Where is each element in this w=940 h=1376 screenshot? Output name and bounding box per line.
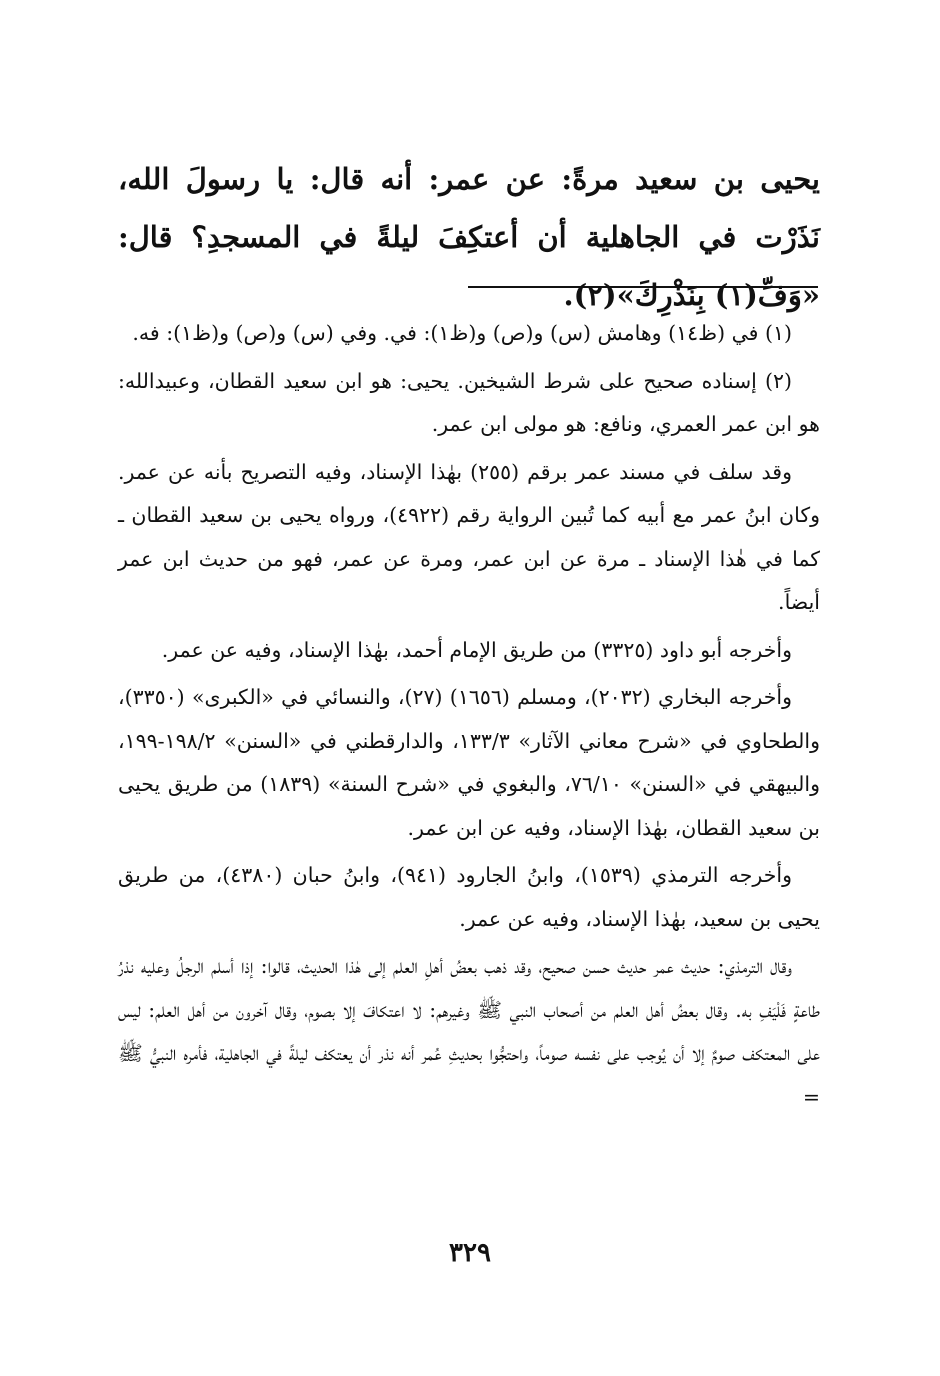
page-number: ٣٢٩ [449, 1238, 491, 1268]
footnote-2: (٢) إسناده صحيح على شرط الشيخين. يحيى: هو ابن سعيد القطان، وعبيدالله: هو ابن عمر العمري، ونافع: هو مولى ابن عمر. [118, 368, 820, 436]
footnote-1: (١) في (ظ١٤) وهامش (س) و(ص) و(ظ١): في. وفي (س) و(ص) و(ظ١): فه. [132, 321, 792, 345]
footnote-paragraph: وقد سلف في مسند عمر برقم (٢٥٥) بهٰذا الإسناد، وفيه التصريح بأنه عن عمر. وكان ابنُ عمر مع أبيه كما تُبين الرواية رقم (٤٩٢٢)، ورواه يحيى بن سعيد القطان ـ كما في هٰذا الإسناد ـ مرة عن ابن عمر، ومرة عن عمر، فهو من حديث ابن عمر أيضاً. [118, 459, 820, 614]
footnote-separator [468, 286, 818, 288]
hadith-text-block [118, 150, 820, 324]
hadith-text: يحيى بن سعيد مرةً: عن عمر: أنه قال: يا رسولَ الله، نَذَرْت في الجاهلية أن أعتكِفَ ليلةً في المسجدِ؟ قال: «وَفِّ(١) بِنَذْرِكَ»(٢). [118, 162, 820, 312]
footnote-paragraph: وقال الترمذي: حديث عمر حديث حسن صحيح، وقد ذهب بعضُ أهلِ العلم إلى هٰذا الحديث، قالوا: إذا أسلم الرجلُ وعليه نذرُ طاعةٍ فَلْيَفِ به. وقال بعضُ أهل العلم من أصحاب النبي ﷺ وغيرهم: لا اعتكافَ إلا بصوم، وقال آخرون من أهل العلم: ليس على المعتكف صومٌ إلا أن يُوجب على نفسه صوماً، واحتجُّوا بحديثِ عُمر أنه نذر أن يعتكف ليلةً في الجاهلية، فأمره النبيُّ ﷺ = [118, 954, 820, 1109]
footnotes-block [118, 312, 820, 1123]
footnote-paragraph: وأخرجه الترمذي (١٥٣٩)، وابنُ الجارود (٩٤١)، وابنُ حبان (٤٣٨٠)، من طريق يحيى بن سعيد، بهٰذا الإسناد، وفيه عن عمر. [118, 863, 820, 931]
footnote-paragraph: وأخرجه البخاري (٢٠٣٢)، ومسلم (١٦٥٦) (٢٧)، والنسائي في «الكبرى» (٣٣٥٠)، والطحاوي في «شرح معاني الآثار» ١٣٣/٣، والدارقطني في «السنن» ١٩٨/٢-١٩٩، والبيهقي في «السنن» ٧٦/١٠، والبغوي في «شرح السنة» (١٨٣٩) من طريق يحيى بن سعيد القطان، بهٰذا الإسناد، وفيه عن ابن عمر. [118, 685, 820, 840]
footnote-paragraph: وأخرجه أبو داود (٣٣٢٥) من طريق الإمام أحمد، بهٰذا الإسناد، وفيه عن عمر. [161, 637, 792, 662]
